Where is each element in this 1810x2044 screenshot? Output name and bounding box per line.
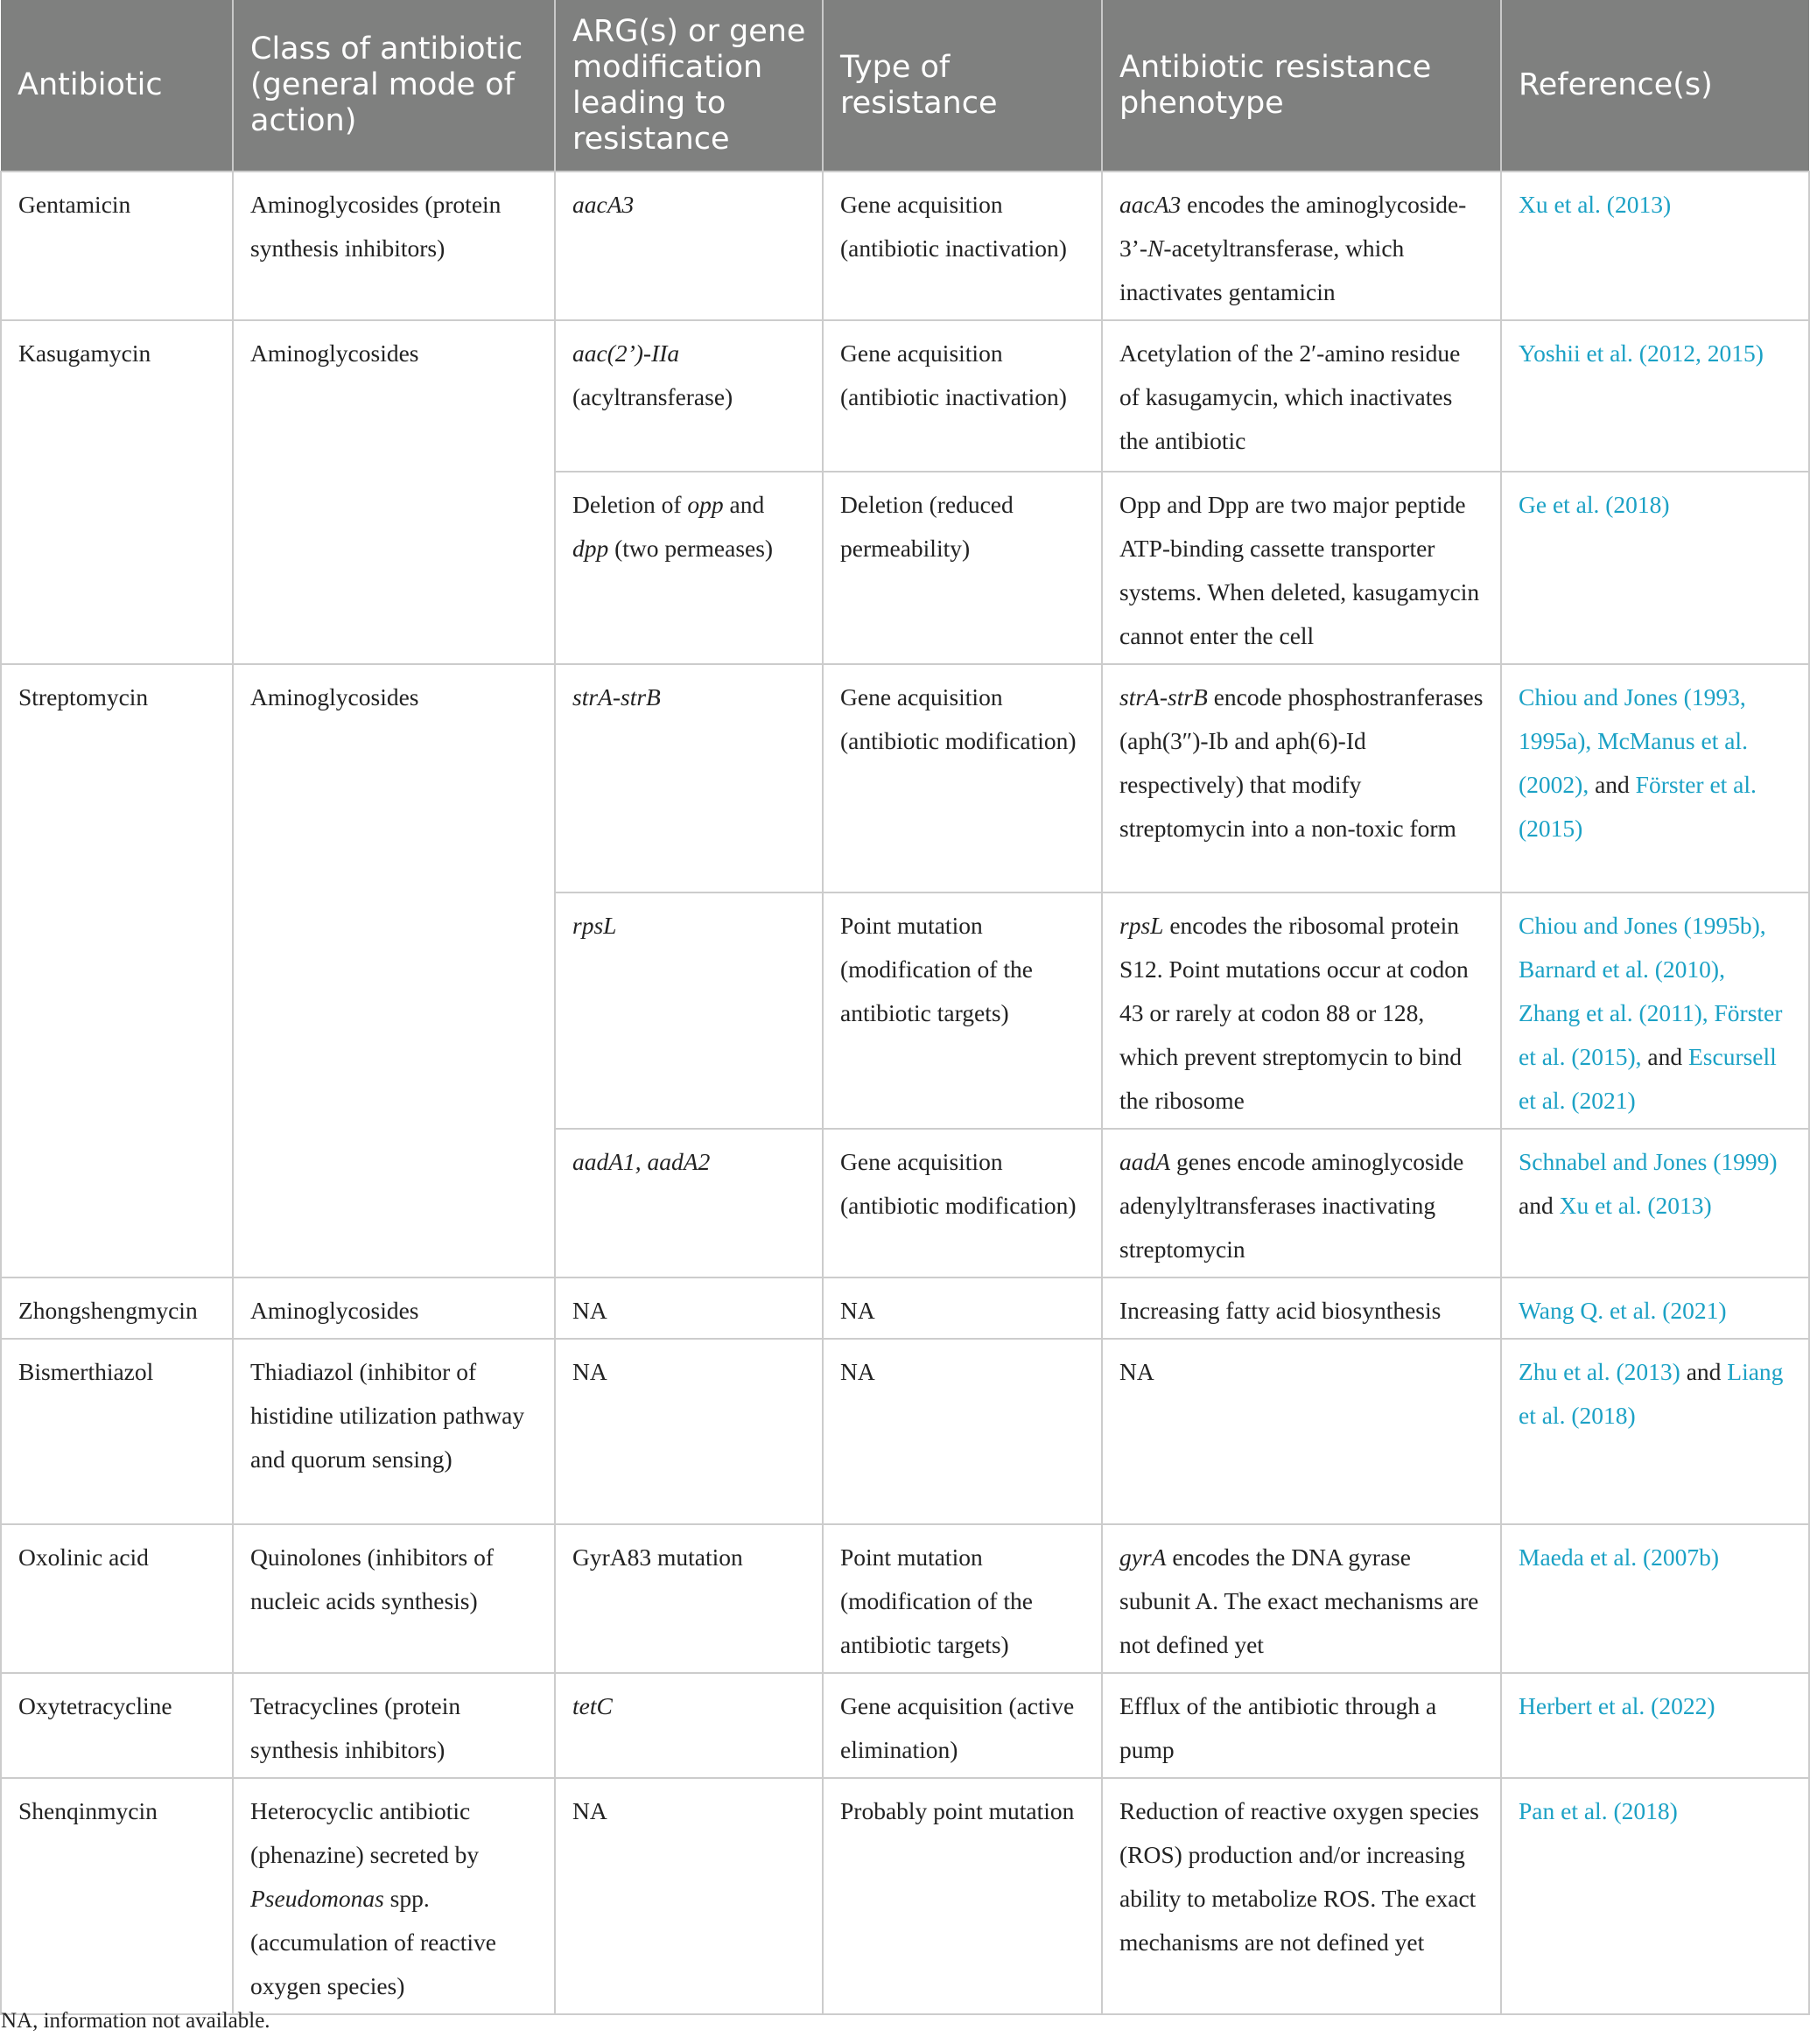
cell-antibiotic: Kasugamycin	[1, 320, 233, 664]
cell-type: NA	[823, 1339, 1102, 1524]
cell-antibiotic: Shenqinmycin	[1, 1778, 233, 2014]
reference-link[interactable]: Förster et al. (2015)	[1519, 771, 1757, 842]
phenotype-italic: N	[1147, 234, 1164, 262]
table-row	[1, 664, 1809, 892]
gene-name: opp	[687, 491, 724, 518]
header-row	[1, 0, 1809, 172]
cell-references	[1501, 1278, 1809, 1339]
header-type: Type of resistance	[823, 0, 1102, 172]
cell-arg: aacA3	[555, 172, 823, 320]
cell-type: Point mutation (modification of the antibiotic targets)	[823, 892, 1102, 1129]
cell-references	[1501, 1129, 1809, 1278]
cell-references	[1501, 1524, 1809, 1673]
header-antibiotic: Antibiotic	[1, 0, 233, 172]
reference-link[interactable]: Liang et al. (2018)	[1519, 1358, 1784, 1429]
cell-references	[1501, 472, 1809, 664]
cell-phenotype: Opp and Dpp are two major peptide ATP-binding cassette transporter systems. When deleted, kasugamycin cannot enter the cell	[1102, 472, 1501, 664]
cell-arg: GyrA83 mutation	[555, 1524, 823, 1673]
reference-conjunction: and	[1680, 1358, 1728, 1385]
cell-references	[1501, 320, 1809, 472]
header-references: Reference(s)	[1501, 0, 1809, 172]
phenotype-text: encodes the DNA gyrase subunit A. The exact mechanisms are not defined yet	[1119, 1544, 1479, 1658]
cell-arg: NA	[555, 1278, 823, 1339]
class-text: Heterocyclic antibiotic (phenazine) secreted by	[250, 1797, 480, 1868]
table-row	[1, 1339, 1809, 1524]
gene-name: dpp	[572, 535, 609, 562]
cell-phenotype	[1102, 1129, 1501, 1278]
gene-name: rpsL	[1119, 912, 1164, 939]
arg-text: (two permeases)	[608, 535, 774, 562]
cell-antibiotic: Oxytetracycline	[1, 1673, 233, 1778]
cell-phenotype	[1102, 892, 1501, 1129]
header-arg: ARG(s) or gene modification leading to resistance	[555, 0, 823, 172]
cell-class: Aminoglycosides (protein synthesis inhibitors)	[233, 172, 555, 320]
header-phenotype: Antibiotic resistance phenotype	[1102, 0, 1501, 172]
cell-class: Aminoglycosides	[233, 1278, 555, 1339]
cell-class: Tetracyclines (protein synthesis inhibitors)	[233, 1673, 555, 1778]
cell-type: Point mutation (modification of the antibiotic targets)	[823, 1524, 1102, 1673]
cell-type: Gene acquisition (antibiotic modification)	[823, 664, 1102, 892]
cell-type: Gene acquisition (active elimination)	[823, 1673, 1102, 1778]
class-text: spp. (accumulation of reactive oxygen species)	[250, 1885, 496, 1999]
cell-phenotype: Reduction of reactive oxygen species (ROS) production and/or increasing ability to metabolize ROS. The exact mechanisms are not defined yet	[1102, 1778, 1501, 2014]
reference-link[interactable]: Schnabel and Jones (1999)	[1519, 1148, 1778, 1175]
cell-references	[1501, 1673, 1809, 1778]
table-footnote: NA, information not available.	[1, 2009, 270, 2033]
cell-phenotype	[1102, 172, 1501, 320]
table-row	[1, 320, 1809, 472]
table-row	[1, 1524, 1809, 1673]
reference-link[interactable]: Herbert et al. (2022)	[1519, 1692, 1715, 1719]
reference-link[interactable]: Chiou and Jones (1995b), Barnard et al. (2010), Zhang et al. (2011), Förster et al. (2015),	[1519, 912, 1783, 1070]
reference-link[interactable]: Zhu et al. (2013)	[1519, 1358, 1680, 1385]
phenotype-text: -acetyltransferase, which inactivates gentamicin	[1119, 234, 1405, 305]
arg-text: Deletion of	[572, 491, 688, 518]
cell-type: Deletion (reduced permeability)	[823, 472, 1102, 664]
cell-type: Gene acquisition (antibiotic inactivation)	[823, 320, 1102, 472]
cell-arg	[555, 472, 823, 664]
reference-link[interactable]: Chiou and Jones (1993, 1995a), McManus et al. (2002),	[1519, 683, 1748, 798]
genus-name: Pseudomonas	[250, 1885, 384, 1912]
arg-text: and	[723, 491, 765, 518]
header-class: Class of antibiotic (general mode of action)	[233, 0, 555, 172]
cell-references	[1501, 172, 1809, 320]
gene-name: aac(2’)-IIa	[572, 340, 680, 367]
reference-conjunction: and	[1519, 1192, 1560, 1219]
cell-class	[233, 1778, 555, 2014]
cell-type: Probably point mutation	[823, 1778, 1102, 2014]
cell-phenotype: Efflux of the antibiotic through a pump	[1102, 1673, 1501, 1778]
cell-type: NA	[823, 1278, 1102, 1339]
cell-phenotype: Increasing fatty acid biosynthesis	[1102, 1278, 1501, 1339]
cell-arg: aadA1, aadA2	[555, 1129, 823, 1278]
cell-arg: rpsL	[555, 892, 823, 1129]
table-row	[1, 1278, 1809, 1339]
cell-phenotype	[1102, 1524, 1501, 1673]
cell-class: Aminoglycosides	[233, 664, 555, 1278]
reference-link[interactable]: Xu et al. (2013)	[1559, 1192, 1712, 1219]
reference-link[interactable]: Ge et al. (2018)	[1519, 491, 1670, 518]
cell-antibiotic: Oxolinic acid	[1, 1524, 233, 1673]
reference-link[interactable]: Wang Q. et al. (2021)	[1519, 1297, 1727, 1324]
gene-name: aacA3	[1119, 191, 1182, 218]
reference-conjunction: and	[1589, 771, 1636, 798]
cell-references	[1501, 664, 1809, 892]
cell-arg: strA-strB	[555, 664, 823, 892]
cell-arg: NA	[555, 1339, 823, 1524]
cell-antibiotic: Streptomycin	[1, 664, 233, 1278]
phenotype-text: encodes the ribosomal protein S12. Point mutations occur at codon 43 or rarely at codon 88 or 128, which prevent streptomycin to bind the ribosome	[1119, 912, 1469, 1114]
phenotype-text: encode phosphostranferases (aph(3″)-Ib and aph(6)-Id respectively) that modify streptomycin into a non-toxic form	[1119, 683, 1484, 842]
cell-phenotype	[1102, 664, 1501, 892]
reference-link[interactable]: Xu et al. (2013)	[1519, 191, 1672, 218]
gene-name: aadA	[1119, 1148, 1171, 1175]
cell-references	[1501, 1778, 1809, 2014]
gene-name: strA-strB	[1119, 683, 1208, 710]
cell-antibiotic: Bismerthiazol	[1, 1339, 233, 1524]
table-row	[1, 172, 1809, 320]
cell-type: Gene acquisition (antibiotic modification)	[823, 1129, 1102, 1278]
cell-phenotype: NA	[1102, 1339, 1501, 1524]
cell-arg	[555, 320, 823, 472]
phenotype-text: encodes the aminoglycoside-3’-	[1119, 191, 1467, 262]
cell-antibiotic: Gentamicin	[1, 172, 233, 320]
phenotype-text: genes encode aminoglycoside adenylyltransferases inactivating streptomycin	[1119, 1148, 1464, 1263]
cell-class: Quinolones (inhibitors of nucleic acids synthesis)	[233, 1524, 555, 1673]
cell-phenotype: Acetylation of the 2′-amino residue of kasugamycin, which inactivates the antibiotic	[1102, 320, 1501, 472]
cell-references	[1501, 892, 1809, 1129]
cell-class: Aminoglycosides	[233, 320, 555, 664]
cell-antibiotic: Zhongshengmycin	[1, 1278, 233, 1339]
cell-type: Gene acquisition (antibiotic inactivation)	[823, 172, 1102, 320]
reference-conjunction: and	[1641, 1043, 1688, 1070]
cell-arg: tetC	[555, 1673, 823, 1778]
cell-class: Thiadiazol (inhibitor of histidine utilization pathway and quorum sensing)	[233, 1339, 555, 1524]
table-row	[1, 1673, 1809, 1778]
gene-name: gyrA	[1119, 1544, 1167, 1571]
reference-link[interactable]: Pan et al. (2018)	[1519, 1797, 1678, 1824]
arg-text: (acyltransferase)	[572, 383, 733, 410]
cell-references	[1501, 1339, 1809, 1524]
table-row	[1, 1778, 1809, 2014]
reference-link[interactable]: Escursell et al. (2021)	[1519, 1043, 1777, 1114]
reference-link[interactable]: Maeda et al. (2007b)	[1519, 1544, 1720, 1571]
reference-link[interactable]: Yoshii et al. (2012, 2015)	[1519, 340, 1764, 367]
cell-arg: NA	[555, 1778, 823, 2014]
